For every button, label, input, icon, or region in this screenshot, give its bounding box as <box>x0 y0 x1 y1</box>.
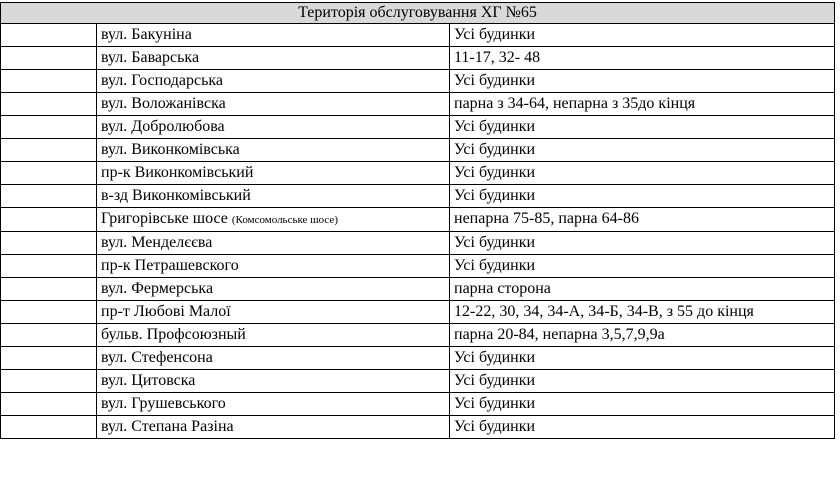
table-row <box>1 255 835 278</box>
houses-cell: Усі будинки <box>450 255 835 278</box>
row-blank-cell <box>1 162 97 185</box>
row-blank-cell <box>1 47 97 70</box>
houses-cell: Усі будинки <box>450 185 835 208</box>
street-cell <box>97 24 450 47</box>
houses-cell: 12-22, 30, 34, 34-А, 34-Б, 34-В, з 55 до кінця <box>450 301 835 324</box>
table-row <box>1 162 835 185</box>
houses-cell: Усі будинки <box>450 416 835 439</box>
table-row <box>1 347 835 370</box>
street-name: вул. Бакуніна <box>101 26 192 43</box>
street-cell <box>97 416 450 439</box>
houses-cell: Усі будинки <box>450 116 835 139</box>
street-name: пр-к Виконкомівський <box>101 164 254 181</box>
street-cell <box>97 232 450 255</box>
street-former-name: (Комсомольське шосе) <box>231 214 338 226</box>
row-blank-cell <box>1 70 97 93</box>
street-name: вул. Цитовска <box>101 372 196 389</box>
street-cell <box>97 347 450 370</box>
table-row <box>1 139 835 162</box>
table-row <box>1 416 835 439</box>
table-row <box>1 185 835 208</box>
table-row <box>1 70 835 93</box>
street-cell <box>97 208 450 232</box>
row-blank-cell <box>1 416 97 439</box>
houses-cell: Усі будинки <box>450 24 835 47</box>
table-row <box>1 208 835 232</box>
table-row <box>1 301 835 324</box>
street-cell <box>97 301 450 324</box>
street-cell <box>97 70 450 93</box>
service-territory-table <box>0 2 835 439</box>
street-name: в-зд Виконкомівський <box>101 187 251 204</box>
table-row <box>1 47 835 70</box>
houses-cell: Усі будинки <box>450 393 835 416</box>
street-name: бульв. Профсоюзный <box>101 326 246 343</box>
houses-cell: парна сторона <box>450 278 835 301</box>
street-name: вул. Виконкомівська <box>101 141 240 158</box>
row-blank-cell <box>1 185 97 208</box>
table-row <box>1 232 835 255</box>
row-blank-cell <box>1 324 97 347</box>
street-name: пр-к Петрашевского <box>101 257 239 274</box>
table-row <box>1 393 835 416</box>
row-blank-cell <box>1 393 97 416</box>
row-blank-cell <box>1 208 97 232</box>
street-cell <box>97 278 450 301</box>
street-cell <box>97 139 450 162</box>
street-name: вул. Степана Разіна <box>101 418 234 435</box>
street-cell <box>97 393 450 416</box>
table-row <box>1 278 835 301</box>
row-blank-cell <box>1 24 97 47</box>
houses-cell: Усі будинки <box>450 232 835 255</box>
table-row <box>1 93 835 116</box>
street-cell <box>97 47 450 70</box>
houses-cell: Усі будинки <box>450 162 835 185</box>
street-name: вул. Фермерська <box>101 280 214 297</box>
row-blank-cell <box>1 232 97 255</box>
table-title-row <box>1 3 835 24</box>
street-name: Григорівське шосе <box>101 210 232 227</box>
table-body <box>1 3 835 439</box>
street-name: вул. Господарська <box>101 72 224 89</box>
row-blank-cell <box>1 255 97 278</box>
table-title: Територія обслуговування ХГ №65 <box>1 3 835 24</box>
houses-cell: непарна 75-85, парна 64-86 <box>450 208 835 232</box>
row-blank-cell <box>1 116 97 139</box>
street-name: пр-т Любові Малої <box>101 303 231 320</box>
houses-cell: Усі будинки <box>450 139 835 162</box>
row-blank-cell <box>1 278 97 301</box>
row-blank-cell <box>1 139 97 162</box>
row-blank-cell <box>1 347 97 370</box>
street-cell <box>97 370 450 393</box>
row-blank-cell <box>1 93 97 116</box>
street-name: вул. Стефенсона <box>101 349 213 366</box>
houses-cell: 11-17, 32- 48 <box>450 47 835 70</box>
street-cell <box>97 116 450 139</box>
street-name: вул. Воложанівска <box>101 95 226 112</box>
street-name: вул. Добролюбова <box>101 118 225 135</box>
table-row <box>1 370 835 393</box>
houses-cell: парна з 34-64, непарна з 35до кінця <box>450 93 835 116</box>
street-name: вул. Баварська <box>101 49 200 66</box>
table-row <box>1 324 835 347</box>
street-cell <box>97 185 450 208</box>
row-blank-cell <box>1 301 97 324</box>
row-blank-cell <box>1 370 97 393</box>
houses-cell: Усі будинки <box>450 370 835 393</box>
table-row <box>1 24 835 47</box>
houses-cell: Усі будинки <box>450 70 835 93</box>
street-name: вул. Грушевського <box>101 395 226 412</box>
table-row <box>1 116 835 139</box>
street-name: вул. Менделєєва <box>101 234 213 251</box>
street-cell <box>97 324 450 347</box>
houses-cell: парна 20-84, непарна 3,5,7,9,9а <box>450 324 835 347</box>
houses-cell: Усі будинки <box>450 347 835 370</box>
street-cell <box>97 93 450 116</box>
street-cell <box>97 255 450 278</box>
street-cell <box>97 162 450 185</box>
